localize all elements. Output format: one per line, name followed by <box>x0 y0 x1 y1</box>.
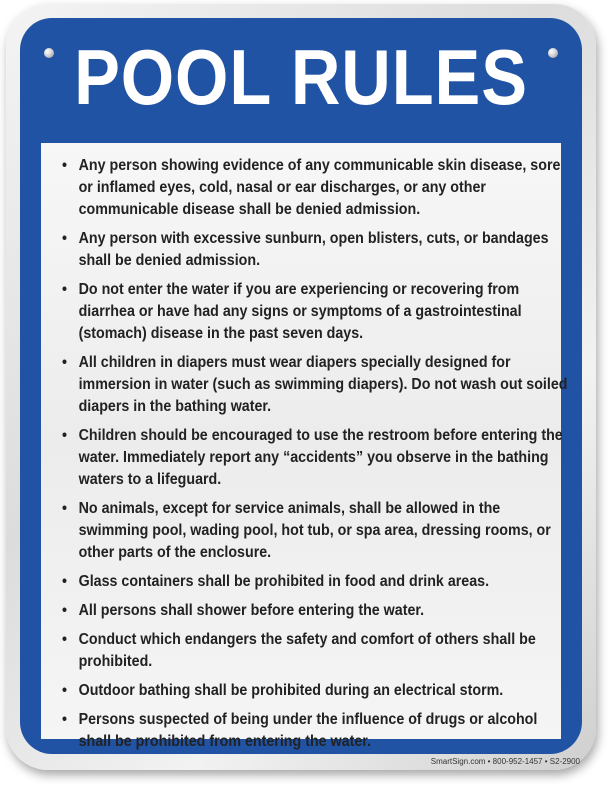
rule-item <box>51 629 571 673</box>
rule-item <box>51 279 571 345</box>
rule-text: All children in diapers must wear diapers specially designed for immersion in water (such as swimming diapers). Do not wash out soiled diapers in the bathing water. <box>78 354 568 415</box>
rule-text: Any person with excessive sunburn, open blisters, cuts, or bandages shall be denied admission. <box>78 230 549 269</box>
rule-text: All persons shall shower before entering the water. <box>78 602 425 619</box>
bullet-icon: • <box>62 354 68 371</box>
rule-text: Any person showing evidence of any communicable skin disease, sore or inflamed eyes, cold, nasal or ear discharges, or any other communicable disease shall be denied admission. <box>78 157 561 218</box>
bullet-icon: • <box>62 500 68 517</box>
sign-title: POOL RULES <box>74 33 528 121</box>
bullet-icon: • <box>62 682 68 699</box>
rule-text: Glass containers shall be prohibited in food and drink areas. <box>78 573 490 590</box>
screw-top-left-icon <box>44 48 54 58</box>
rule-text: Children should be encouraged to use the restroom before entering the water. Immediately report any “accidents” you observe in the bathing waters to a lifeguard. <box>78 427 563 488</box>
rule-text: No animals, except for service animals, shall be allowed in the swimming pool, wading pool, hot tub, or spa area, dressing rooms, or other parts of the enclosure. <box>78 500 551 561</box>
sign-blue-panel <box>20 18 582 754</box>
bullet-icon: • <box>62 157 68 174</box>
rule-text: Conduct which endangers the safety and comfort of others shall be prohibited. <box>78 631 536 670</box>
rule-item <box>51 228 571 272</box>
bullet-icon: • <box>62 230 68 247</box>
bullet-icon: • <box>62 602 68 619</box>
rule-text: Persons suspected of being under the influence of drugs or alcohol shall be prohibited from entering the water. <box>78 711 538 750</box>
rule-item <box>51 680 571 702</box>
rule-text: Do not enter the water if you are experiencing or recovering from diarrhea or have had any signs or symptoms of a gastrointestinal (stomach) disease in the past seven days. <box>78 281 522 342</box>
rules-panel <box>41 143 568 750</box>
rules-list <box>51 155 568 753</box>
bullet-icon: • <box>62 281 68 298</box>
rule-item <box>51 709 571 753</box>
bullet-icon: • <box>62 427 68 444</box>
rule-item <box>51 498 571 564</box>
screw-top-right-icon <box>548 48 558 58</box>
pool-rules-sign <box>6 4 596 770</box>
rule-item <box>51 155 571 221</box>
rule-item <box>51 425 571 491</box>
rule-item <box>51 352 571 418</box>
bullet-icon: • <box>62 631 68 648</box>
rule-text: Outdoor bathing shall be prohibited during an electrical storm. <box>78 682 504 699</box>
bullet-icon: • <box>62 573 68 590</box>
rule-item <box>51 571 571 593</box>
rule-item <box>51 600 571 622</box>
footer-credit: SmartSign.com • 800-952-1457 • S2-2900 <box>430 757 580 766</box>
bullet-icon: • <box>62 711 68 728</box>
